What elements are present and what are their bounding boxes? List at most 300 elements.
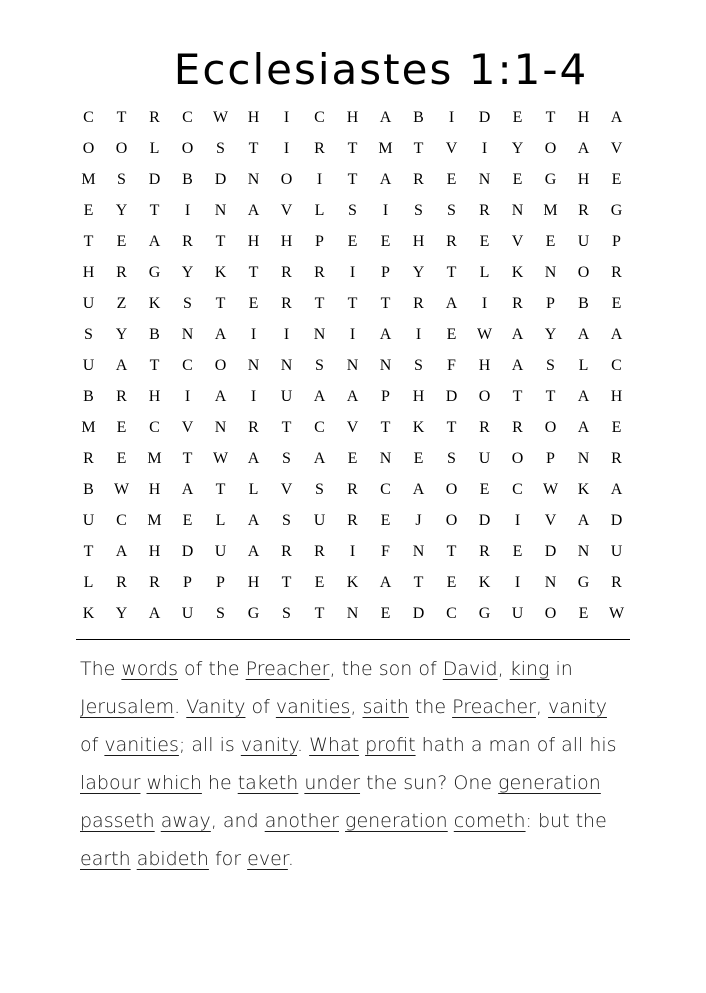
passage-text: .	[287, 848, 294, 870]
grid-letter: N	[313, 325, 326, 343]
search-word: Preacher	[245, 658, 330, 680]
word-search-grid	[72, 102, 634, 629]
search-word: profit	[365, 734, 416, 756]
grid-letter: T	[248, 139, 259, 157]
grid-letter: R	[116, 387, 127, 405]
grid-letter: E	[512, 542, 523, 560]
passage-text: the	[414, 696, 447, 718]
grid-letter: V	[610, 139, 623, 157]
grid-letter: A	[610, 480, 623, 498]
grid-letter: H	[478, 356, 491, 374]
grid-letter: B	[578, 294, 589, 312]
grid-letter: T	[116, 108, 127, 126]
grid-letter: E	[611, 170, 622, 188]
grid-letter: P	[315, 232, 324, 250]
grid-row	[72, 195, 634, 226]
grid-letter: I	[349, 542, 356, 560]
search-word: words	[121, 658, 178, 680]
grid-letter: E	[116, 449, 127, 467]
grid-letter: R	[281, 294, 292, 312]
grid-letter: E	[413, 449, 424, 467]
grid-letter: G	[478, 604, 491, 622]
grid-letter: M	[81, 418, 96, 436]
grid-letter: E	[446, 325, 457, 343]
grid-letter: T	[446, 542, 457, 560]
grid-letter: E	[347, 449, 358, 467]
grid-letter: R	[182, 232, 193, 250]
grid-letter: O	[544, 139, 557, 157]
grid-letter: T	[83, 232, 94, 250]
grid-letter: R	[248, 418, 259, 436]
grid-letter: R	[578, 201, 589, 219]
grid-letter: A	[445, 294, 458, 312]
grid-letter: T	[281, 418, 292, 436]
grid-letter: S	[315, 480, 324, 498]
passage-text: .	[174, 696, 181, 718]
grid-letter: E	[545, 232, 556, 250]
grid-letter: U	[82, 511, 95, 529]
grid-row	[72, 319, 634, 350]
grid-letter: I	[184, 201, 191, 219]
grid-letter: E	[380, 604, 391, 622]
grid-letter: E	[248, 294, 259, 312]
search-word: vanity	[240, 734, 298, 756]
grid-letter: F	[381, 542, 390, 560]
grid-letter: H	[247, 232, 260, 250]
search-word: cometh	[453, 810, 526, 832]
grid-letter: R	[116, 573, 127, 591]
grid-letter: Y	[115, 604, 128, 622]
grid-letter: T	[545, 387, 556, 405]
grid-letter: N	[379, 356, 392, 374]
grid-letter: O	[280, 170, 293, 188]
grid-letter: R	[347, 480, 358, 498]
grid-letter: T	[215, 294, 226, 312]
grid-letter: N	[577, 542, 590, 560]
grid-letter: A	[214, 387, 227, 405]
search-word: What	[309, 734, 360, 756]
grid-letter: E	[83, 201, 94, 219]
grid-letter: G	[148, 263, 161, 281]
grid-letter: K	[412, 418, 425, 436]
grid-letter: L	[215, 511, 226, 529]
grid-letter: T	[314, 294, 325, 312]
grid-letter: O	[478, 387, 491, 405]
grid-letter: A	[115, 542, 128, 560]
grid-letter: M	[147, 449, 162, 467]
grid-letter: S	[414, 201, 423, 219]
grid-letter: Y	[511, 139, 524, 157]
passage-text: the sun? One	[366, 772, 493, 794]
grid-letter: R	[314, 263, 325, 281]
grid-letter: R	[413, 170, 424, 188]
grid-letter: E	[611, 418, 622, 436]
grid-letter: T	[347, 170, 358, 188]
grid-row	[72, 164, 634, 195]
grid-letter: R	[479, 201, 490, 219]
search-word: Preacher	[452, 696, 536, 718]
grid-letter: A	[148, 604, 161, 622]
grid-letter: N	[346, 356, 359, 374]
grid-letter: H	[577, 108, 590, 126]
grid-letter: E	[116, 232, 127, 250]
grid-letter: N	[247, 356, 260, 374]
search-word: labour	[80, 772, 141, 794]
grid-letter: I	[481, 139, 488, 157]
grid-letter: P	[546, 294, 555, 312]
grid-letter: H	[247, 573, 260, 591]
grid-letter: G	[577, 573, 590, 591]
grid-letter: N	[247, 170, 260, 188]
grid-letter: N	[511, 201, 524, 219]
passage-text: in	[555, 658, 573, 680]
grid-letter: V	[280, 480, 293, 498]
grid-letter: K	[148, 294, 161, 312]
grid-letter: P	[183, 573, 192, 591]
grid-letter: V	[181, 418, 194, 436]
grid-letter: Y	[181, 263, 194, 281]
grid-letter: H	[148, 480, 161, 498]
grid-letter: H	[577, 170, 590, 188]
grid-letter: U	[313, 511, 326, 529]
grid-letter: S	[216, 604, 225, 622]
grid-letter: L	[248, 480, 259, 498]
grid-letter: K	[478, 573, 491, 591]
grid-letter: T	[182, 449, 193, 467]
grid-letter: B	[413, 108, 424, 126]
grid-letter: K	[214, 263, 227, 281]
grid-letter: S	[315, 356, 324, 374]
grid-letter: F	[447, 356, 456, 374]
grid-letter: Y	[412, 263, 425, 281]
grid-letter: L	[578, 356, 589, 374]
grid-letter: T	[512, 387, 523, 405]
grid-letter: Y	[544, 325, 557, 343]
grid-letter: A	[610, 108, 623, 126]
grid-row	[72, 598, 634, 629]
grid-letter: C	[116, 511, 127, 529]
grid-letter: D	[181, 542, 194, 560]
grid-letter: U	[82, 294, 95, 312]
grid-letter: S	[117, 170, 126, 188]
passage-text: ,	[350, 696, 357, 718]
grid-letter: I	[250, 387, 257, 405]
grid-letter: D	[610, 511, 623, 529]
grid-letter: U	[181, 604, 194, 622]
grid-letter: P	[612, 232, 621, 250]
grid-letter: R	[512, 294, 523, 312]
grid-letter: S	[447, 449, 456, 467]
grid-letter: U	[577, 232, 590, 250]
grid-letter: Z	[116, 294, 127, 312]
divider	[76, 639, 630, 640]
search-word: David	[442, 658, 498, 680]
grid-letter: R	[479, 418, 490, 436]
grid-letter: G	[247, 604, 260, 622]
grid-letter: E	[446, 573, 457, 591]
search-word: saith	[362, 696, 409, 718]
search-word: another	[264, 810, 339, 832]
passage-text: , and	[210, 810, 259, 832]
passage-text: .	[297, 734, 304, 756]
grid-letter: N	[544, 263, 557, 281]
grid-letter: T	[347, 139, 358, 157]
passage-text: of the	[184, 658, 240, 680]
grid-letter: R	[611, 449, 622, 467]
grid-letter: A	[247, 201, 260, 219]
grid-letter: K	[82, 604, 95, 622]
grid-letter: E	[182, 511, 193, 529]
search-word: ever	[247, 848, 288, 870]
passage-text: : but the	[525, 810, 607, 832]
grid-letter: W	[212, 449, 229, 467]
search-word: vanities	[104, 734, 179, 756]
grid-letter: J	[415, 511, 422, 529]
grid-letter: U	[280, 387, 293, 405]
grid-letter: R	[149, 108, 160, 126]
grid-letter: U	[610, 542, 623, 560]
grid-letter: M	[81, 170, 96, 188]
grid-letter: K	[511, 263, 524, 281]
grid-letter: O	[115, 139, 128, 157]
search-word: vanities	[275, 696, 351, 718]
grid-letter: N	[577, 449, 590, 467]
grid-letter: I	[448, 108, 455, 126]
grid-letter: I	[283, 325, 290, 343]
grid-letter: A	[313, 449, 326, 467]
grid-letter: D	[214, 170, 227, 188]
grid-letter: D	[445, 387, 458, 405]
grid-letter: A	[247, 449, 260, 467]
grid-letter: V	[346, 418, 359, 436]
passage-text: of	[80, 734, 99, 756]
grid-letter: S	[84, 325, 93, 343]
search-word: Jerusalem	[80, 696, 175, 718]
grid-letter: S	[546, 356, 555, 374]
grid-letter: I	[349, 325, 356, 343]
grid-row	[72, 102, 634, 133]
grid-letter: N	[478, 170, 491, 188]
grid-letter: P	[381, 263, 390, 281]
grid-letter: W	[113, 480, 130, 498]
grid-letter: H	[412, 232, 425, 250]
grid-row	[72, 350, 634, 381]
grid-letter: H	[610, 387, 623, 405]
grid-letter: H	[412, 387, 425, 405]
scripture-passage	[80, 650, 620, 878]
grid-letter: T	[248, 263, 259, 281]
grid-letter: D	[412, 604, 425, 622]
grid-letter: T	[446, 418, 457, 436]
grid-letter: R	[314, 542, 325, 560]
grid-letter: A	[577, 139, 590, 157]
grid-letter: A	[511, 325, 524, 343]
grid-letter: I	[283, 108, 290, 126]
grid-letter: E	[446, 170, 457, 188]
grid-letter: L	[314, 201, 325, 219]
grid-letter: A	[313, 387, 326, 405]
grid-letter: S	[447, 201, 456, 219]
grid-letter: R	[611, 263, 622, 281]
grid-letter: A	[379, 170, 392, 188]
grid-letter: P	[546, 449, 555, 467]
grid-letter: O	[511, 449, 524, 467]
grid-letter: A	[511, 356, 524, 374]
grid-letter: E	[314, 573, 325, 591]
search-word: passeth	[80, 810, 155, 832]
grid-letter: C	[149, 418, 160, 436]
grid-letter: T	[413, 139, 424, 157]
grid-letter: I	[283, 139, 290, 157]
grid-letter: I	[316, 170, 323, 188]
passage-text: of	[251, 696, 270, 718]
grid-letter: O	[544, 418, 557, 436]
grid-row	[72, 381, 634, 412]
grid-letter: W	[476, 325, 493, 343]
search-word: Vanity	[186, 696, 246, 718]
grid-letter: L	[479, 263, 490, 281]
grid-letter: I	[514, 511, 521, 529]
grid-letter: H	[346, 108, 359, 126]
grid-letter: N	[346, 604, 359, 622]
grid-letter: N	[412, 542, 425, 560]
search-word: away	[160, 810, 211, 832]
grid-row	[72, 505, 634, 536]
grid-letter: T	[281, 573, 292, 591]
grid-letter: O	[445, 480, 458, 498]
grid-letter: E	[347, 232, 358, 250]
grid-letter: H	[280, 232, 293, 250]
grid-letter: W	[608, 604, 625, 622]
grid-letter: S	[414, 356, 423, 374]
grid-letter: T	[149, 201, 160, 219]
grid-letter: D	[478, 511, 491, 529]
grid-letter: N	[379, 449, 392, 467]
grid-letter: E	[512, 108, 523, 126]
search-word: under	[304, 772, 361, 794]
grid-letter: Y	[115, 325, 128, 343]
grid-letter: B	[83, 387, 94, 405]
grid-letter: A	[577, 511, 590, 529]
grid-letter: T	[83, 542, 94, 560]
grid-letter: W	[542, 480, 559, 498]
grid-letter: T	[347, 294, 358, 312]
grid-letter: M	[378, 139, 393, 157]
grid-letter: U	[511, 604, 524, 622]
grid-letter: O	[445, 511, 458, 529]
grid-letter: N	[181, 325, 194, 343]
grid-letter: A	[379, 325, 392, 343]
grid-letter: G	[544, 170, 557, 188]
grid-letter: C	[314, 108, 325, 126]
grid-letter: R	[347, 511, 358, 529]
grid-row	[72, 536, 634, 567]
grid-letter: O	[214, 356, 227, 374]
grid-letter: N	[544, 573, 557, 591]
grid-letter: C	[182, 108, 193, 126]
grid-letter: H	[82, 263, 95, 281]
grid-letter: L	[83, 573, 94, 591]
grid-letter: V	[445, 139, 458, 157]
grid-letter: B	[149, 325, 160, 343]
grid-letter: G	[610, 201, 623, 219]
grid-letter: E	[479, 232, 490, 250]
passage-text: ; all is	[178, 734, 235, 756]
search-word: generation	[498, 772, 601, 794]
passage-text: ,	[497, 658, 504, 680]
passage-text: hath a man of all his	[421, 734, 617, 756]
grid-letter: R	[314, 139, 325, 157]
grid-letter: A	[379, 108, 392, 126]
grid-letter: I	[481, 294, 488, 312]
grid-letter: A	[577, 325, 590, 343]
grid-letter: A	[346, 387, 359, 405]
grid-letter: U	[478, 449, 491, 467]
grid-row	[72, 288, 634, 319]
grid-letter: I	[382, 201, 389, 219]
grid-letter: S	[348, 201, 357, 219]
grid-letter: R	[413, 294, 424, 312]
search-word: taketh	[237, 772, 299, 794]
grid-letter: T	[380, 294, 391, 312]
grid-letter: R	[611, 573, 622, 591]
grid-letter: T	[545, 108, 556, 126]
grid-letter: B	[83, 480, 94, 498]
grid-letter: T	[413, 573, 424, 591]
grid-letter: R	[149, 573, 160, 591]
grid-letter: S	[282, 449, 291, 467]
grid-letter: A	[379, 573, 392, 591]
passage-text: for	[214, 848, 242, 870]
grid-letter: B	[182, 170, 193, 188]
grid-letter: M	[147, 511, 162, 529]
grid-letter: I	[415, 325, 422, 343]
grid-letter: W	[212, 108, 229, 126]
grid-letter: O	[577, 263, 590, 281]
grid-letter: M	[543, 201, 558, 219]
grid-row	[72, 133, 634, 164]
grid-letter: V	[544, 511, 557, 529]
passage-text: The	[80, 658, 116, 680]
grid-letter: E	[380, 232, 391, 250]
grid-letter: R	[479, 542, 490, 560]
grid-letter: P	[216, 573, 225, 591]
grid-letter: I	[250, 325, 257, 343]
grid-letter: V	[280, 201, 293, 219]
grid-letter: N	[280, 356, 293, 374]
grid-letter: T	[215, 232, 226, 250]
grid-letter: K	[577, 480, 590, 498]
search-word: generation	[345, 810, 448, 832]
grid-letter: T	[149, 356, 160, 374]
grid-letter: I	[184, 387, 191, 405]
grid-letter: Y	[115, 201, 128, 219]
grid-row	[72, 443, 634, 474]
search-word: vanity	[548, 696, 607, 718]
grid-letter: E	[380, 511, 391, 529]
grid-letter: R	[281, 263, 292, 281]
grid-letter: T	[446, 263, 457, 281]
grid-letter: R	[512, 418, 523, 436]
passage-text: ,	[535, 696, 542, 718]
grid-letter: O	[82, 139, 95, 157]
grid-letter: N	[214, 201, 227, 219]
grid-letter: R	[83, 449, 94, 467]
grid-letter: E	[512, 170, 523, 188]
grid-letter: I	[349, 263, 356, 281]
grid-letter: N	[214, 418, 227, 436]
grid-letter: E	[479, 480, 490, 498]
